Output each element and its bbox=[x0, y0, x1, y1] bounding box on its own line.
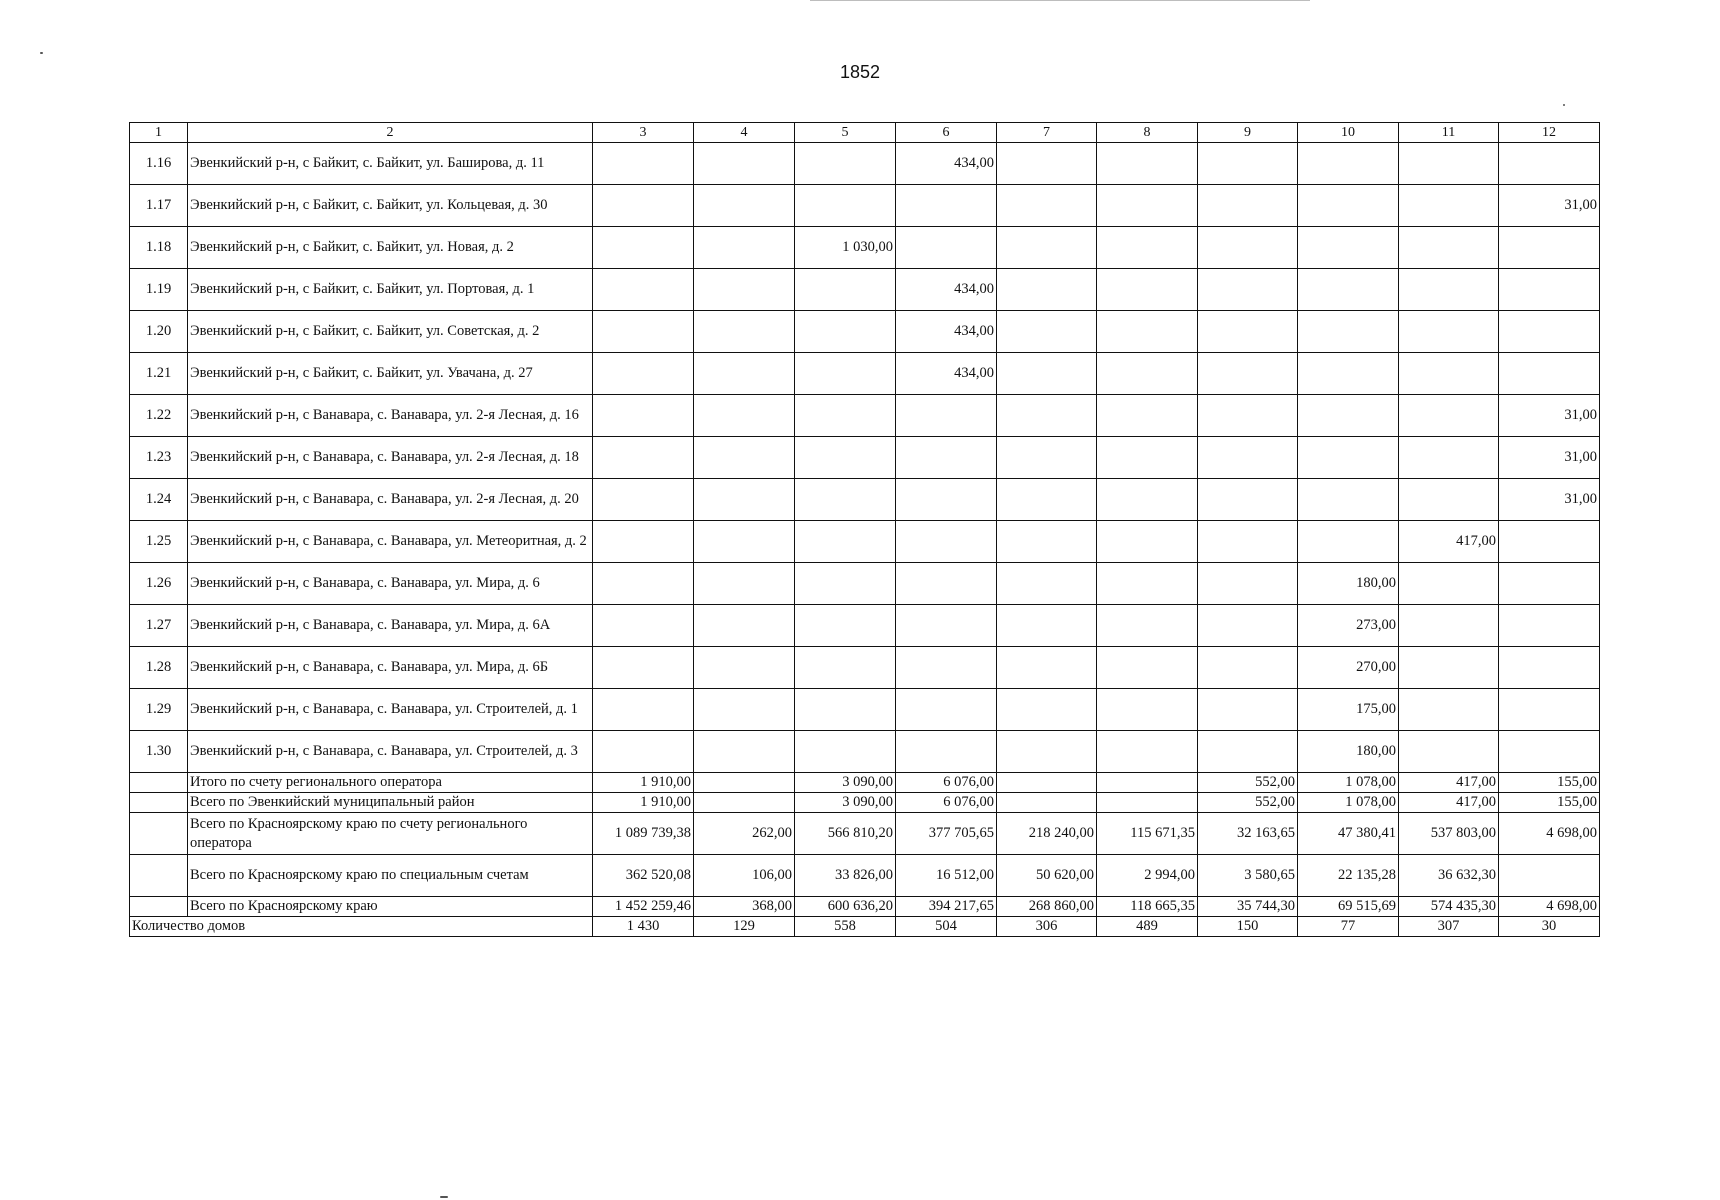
summary-value: 552,00 bbox=[1198, 793, 1298, 813]
table-row bbox=[130, 269, 1600, 311]
value-cell bbox=[1097, 353, 1198, 395]
value-cell bbox=[896, 563, 997, 605]
value-cell bbox=[997, 437, 1097, 479]
summary-value: 3 090,00 bbox=[795, 793, 896, 813]
value-cell: 175,00 bbox=[1298, 689, 1399, 731]
value-cell bbox=[896, 689, 997, 731]
value-cell bbox=[593, 521, 694, 563]
value-cell bbox=[1399, 227, 1499, 269]
summary-value: 16 512,00 bbox=[896, 855, 997, 897]
value-cell bbox=[694, 731, 795, 773]
value-cell: 273,00 bbox=[1298, 605, 1399, 647]
address-cell: Эвенкийский р-н, с Ванавара, с. Ванавара, ул. Строителей, д. 1 bbox=[188, 689, 593, 731]
value-cell bbox=[593, 353, 694, 395]
value-cell bbox=[795, 647, 896, 689]
value-cell bbox=[593, 185, 694, 227]
value-cell bbox=[694, 353, 795, 395]
column-header: 11 bbox=[1399, 123, 1499, 143]
value-cell bbox=[997, 647, 1097, 689]
value-cell: 31,00 bbox=[1499, 437, 1600, 479]
value-cell bbox=[1198, 647, 1298, 689]
value-cell bbox=[1198, 563, 1298, 605]
empty-cell bbox=[130, 855, 188, 897]
summary-label: Всего по Красноярскому краю bbox=[188, 897, 593, 917]
value-cell bbox=[896, 605, 997, 647]
address-cell: Эвенкийский р-н, с Ванавара, с. Ванавара, ул. 2-я Лесная, д. 16 bbox=[188, 395, 593, 437]
value-cell bbox=[896, 731, 997, 773]
value-cell bbox=[1499, 731, 1600, 773]
value-cell bbox=[593, 731, 694, 773]
value-cell bbox=[1499, 521, 1600, 563]
column-header: 12 bbox=[1499, 123, 1600, 143]
value-cell bbox=[593, 143, 694, 185]
column-header: 5 bbox=[795, 123, 896, 143]
column-header: 2 bbox=[188, 123, 593, 143]
house-count-value: 77 bbox=[1298, 917, 1399, 937]
row-number: 1.20 bbox=[130, 311, 188, 353]
summary-value: 2 994,00 bbox=[1097, 855, 1198, 897]
table-row bbox=[130, 605, 1600, 647]
summary-value: 417,00 bbox=[1399, 793, 1499, 813]
value-cell bbox=[1399, 479, 1499, 521]
value-cell bbox=[1198, 479, 1298, 521]
value-cell bbox=[1298, 395, 1399, 437]
address-cell: Эвенкийский р-н, с Ванавара, с. Ванавара, ул. Мира, д. 6 bbox=[188, 563, 593, 605]
value-cell bbox=[795, 689, 896, 731]
table-row bbox=[130, 689, 1600, 731]
summary-value: 218 240,00 bbox=[997, 813, 1097, 855]
summary-value: 115 671,35 bbox=[1097, 813, 1198, 855]
summary-value: 574 435,30 bbox=[1399, 897, 1499, 917]
value-cell bbox=[997, 269, 1097, 311]
value-cell bbox=[1198, 185, 1298, 227]
value-cell bbox=[1198, 227, 1298, 269]
value-cell bbox=[1198, 143, 1298, 185]
summary-value: 106,00 bbox=[694, 855, 795, 897]
value-cell bbox=[997, 605, 1097, 647]
value-cell bbox=[795, 353, 896, 395]
scan-speck bbox=[1563, 104, 1565, 106]
value-cell bbox=[1298, 269, 1399, 311]
value-cell bbox=[1097, 563, 1198, 605]
value-cell bbox=[1198, 521, 1298, 563]
row-number: 1.28 bbox=[130, 647, 188, 689]
table-body bbox=[130, 123, 1600, 937]
value-cell bbox=[593, 563, 694, 605]
house-count-value: 1 430 bbox=[593, 917, 694, 937]
row-number: 1.16 bbox=[130, 143, 188, 185]
value-cell bbox=[1399, 647, 1499, 689]
house-count-value: 30 bbox=[1499, 917, 1600, 937]
value-cell bbox=[1198, 689, 1298, 731]
summary-value: 362 520,08 bbox=[593, 855, 694, 897]
value-cell bbox=[1399, 269, 1499, 311]
row-number: 1.24 bbox=[130, 479, 188, 521]
value-cell bbox=[896, 185, 997, 227]
summary-value: 268 860,00 bbox=[997, 897, 1097, 917]
address-cell: Эвенкийский р-н, с Ванавара, с. Ванавара, ул. Метеоритная, д. 2 bbox=[188, 521, 593, 563]
value-cell bbox=[694, 143, 795, 185]
value-cell: 434,00 bbox=[896, 353, 997, 395]
summary-value: 33 826,00 bbox=[795, 855, 896, 897]
house-count-value: 307 bbox=[1399, 917, 1499, 937]
value-cell bbox=[795, 185, 896, 227]
value-cell bbox=[1097, 227, 1198, 269]
house-count-row bbox=[130, 917, 1600, 937]
value-cell bbox=[1298, 227, 1399, 269]
value-cell: 180,00 bbox=[1298, 731, 1399, 773]
summary-value: 6 076,00 bbox=[896, 793, 997, 813]
value-cell bbox=[795, 143, 896, 185]
value-cell bbox=[593, 227, 694, 269]
value-cell bbox=[1097, 143, 1198, 185]
value-cell bbox=[1399, 143, 1499, 185]
scan-artifact-line bbox=[810, 0, 1310, 1]
value-cell bbox=[1499, 563, 1600, 605]
row-number: 1.29 bbox=[130, 689, 188, 731]
summary-row bbox=[130, 855, 1600, 897]
summary-label: Всего по Эвенкийский муниципальный район bbox=[188, 793, 593, 813]
value-cell bbox=[795, 395, 896, 437]
value-cell bbox=[795, 605, 896, 647]
value-cell bbox=[1097, 269, 1198, 311]
table-row bbox=[130, 479, 1600, 521]
table-row bbox=[130, 563, 1600, 605]
summary-value: 155,00 bbox=[1499, 773, 1600, 793]
value-cell bbox=[694, 269, 795, 311]
value-cell bbox=[1399, 605, 1499, 647]
value-cell bbox=[593, 605, 694, 647]
row-number: 1.30 bbox=[130, 731, 188, 773]
empty-cell bbox=[130, 897, 188, 917]
value-cell: 1 030,00 bbox=[795, 227, 896, 269]
value-cell bbox=[593, 479, 694, 521]
value-cell bbox=[896, 437, 997, 479]
table-row bbox=[130, 143, 1600, 185]
value-cell bbox=[997, 521, 1097, 563]
value-cell bbox=[896, 479, 997, 521]
summary-value: 6 076,00 bbox=[896, 773, 997, 793]
summary-value: 537 803,00 bbox=[1399, 813, 1499, 855]
summary-value: 552,00 bbox=[1198, 773, 1298, 793]
summary-value: 1 910,00 bbox=[593, 773, 694, 793]
value-cell bbox=[1399, 731, 1499, 773]
row-number: 1.18 bbox=[130, 227, 188, 269]
value-cell bbox=[896, 227, 997, 269]
empty-cell bbox=[130, 813, 188, 855]
summary-value bbox=[694, 793, 795, 813]
value-cell bbox=[1399, 437, 1499, 479]
address-cell: Эвенкийский р-н, с Байкит, с. Байкит, ул. Новая, д. 2 bbox=[188, 227, 593, 269]
column-header: 10 bbox=[1298, 123, 1399, 143]
summary-value: 262,00 bbox=[694, 813, 795, 855]
value-cell bbox=[795, 269, 896, 311]
summary-value bbox=[1097, 773, 1198, 793]
address-cell: Эвенкийский р-н, с Ванавара, с. Ванавара, ул. Мира, д. 6А bbox=[188, 605, 593, 647]
column-header: 4 bbox=[694, 123, 795, 143]
column-header: 9 bbox=[1198, 123, 1298, 143]
house-count-value: 558 bbox=[795, 917, 896, 937]
value-cell bbox=[1097, 647, 1198, 689]
value-cell bbox=[795, 731, 896, 773]
address-cell: Эвенкийский р-н, с Байкит, с. Байкит, ул. Баширова, д. 11 bbox=[188, 143, 593, 185]
row-number: 1.22 bbox=[130, 395, 188, 437]
summary-value bbox=[1499, 855, 1600, 897]
address-cell: Эвенкийский р-н, с Байкит, с. Байкит, ул. Портовая, д. 1 bbox=[188, 269, 593, 311]
scan-speck bbox=[40, 52, 43, 54]
value-cell bbox=[593, 395, 694, 437]
value-cell bbox=[1399, 353, 1499, 395]
value-cell bbox=[1198, 395, 1298, 437]
value-cell bbox=[1499, 647, 1600, 689]
value-cell bbox=[795, 311, 896, 353]
value-cell bbox=[997, 143, 1097, 185]
value-cell bbox=[593, 437, 694, 479]
summary-value bbox=[694, 773, 795, 793]
value-cell: 31,00 bbox=[1499, 479, 1600, 521]
value-cell bbox=[1298, 143, 1399, 185]
column-header: 6 bbox=[896, 123, 997, 143]
value-cell bbox=[1097, 521, 1198, 563]
table-row bbox=[130, 647, 1600, 689]
address-cell: Эвенкийский р-н, с Байкит, с. Байкит, ул. Советская, д. 2 bbox=[188, 311, 593, 353]
value-cell bbox=[1097, 731, 1198, 773]
summary-row bbox=[130, 813, 1600, 855]
value-cell bbox=[795, 521, 896, 563]
value-cell: 434,00 bbox=[896, 143, 997, 185]
table-row bbox=[130, 185, 1600, 227]
summary-value: 3 580,65 bbox=[1198, 855, 1298, 897]
summary-value: 368,00 bbox=[694, 897, 795, 917]
value-cell bbox=[593, 311, 694, 353]
summary-value: 417,00 bbox=[1399, 773, 1499, 793]
value-cell bbox=[997, 563, 1097, 605]
value-cell bbox=[1499, 689, 1600, 731]
value-cell bbox=[997, 395, 1097, 437]
value-cell bbox=[694, 437, 795, 479]
value-cell bbox=[1198, 353, 1298, 395]
summary-value: 47 380,41 bbox=[1298, 813, 1399, 855]
value-cell bbox=[896, 521, 997, 563]
column-header: 3 bbox=[593, 123, 694, 143]
value-cell bbox=[1097, 689, 1198, 731]
summary-value: 4 698,00 bbox=[1499, 897, 1600, 917]
value-cell bbox=[1399, 311, 1499, 353]
value-cell bbox=[1399, 689, 1499, 731]
summary-row bbox=[130, 773, 1600, 793]
summary-value: 155,00 bbox=[1499, 793, 1600, 813]
value-cell bbox=[997, 311, 1097, 353]
summary-label: Всего по Красноярскому краю по счету регионального оператора bbox=[188, 813, 593, 855]
row-number: 1.21 bbox=[130, 353, 188, 395]
table-row bbox=[130, 227, 1600, 269]
value-cell bbox=[1097, 479, 1198, 521]
value-cell bbox=[1198, 269, 1298, 311]
value-cell bbox=[1298, 353, 1399, 395]
summary-value: 1 089 739,38 bbox=[593, 813, 694, 855]
address-cell: Эвенкийский р-н, с Ванавара, с. Ванавара, ул. Строителей, д. 3 bbox=[188, 731, 593, 773]
value-cell bbox=[997, 185, 1097, 227]
value-cell bbox=[795, 563, 896, 605]
summary-value: 4 698,00 bbox=[1499, 813, 1600, 855]
value-cell bbox=[1399, 395, 1499, 437]
value-cell: 31,00 bbox=[1499, 395, 1600, 437]
value-cell bbox=[1298, 185, 1399, 227]
column-header: 8 bbox=[1097, 123, 1198, 143]
address-cell: Эвенкийский р-н, с Ванавара, с. Ванавара, ул. 2-я Лесная, д. 18 bbox=[188, 437, 593, 479]
value-cell bbox=[1097, 605, 1198, 647]
address-cell: Эвенкийский р-н, с Байкит, с. Байкит, ул. Кольцевая, д. 30 bbox=[188, 185, 593, 227]
value-cell bbox=[593, 269, 694, 311]
summary-value: 600 636,20 bbox=[795, 897, 896, 917]
value-cell bbox=[1097, 395, 1198, 437]
summary-value: 36 632,30 bbox=[1399, 855, 1499, 897]
table-row bbox=[130, 521, 1600, 563]
value-cell bbox=[1399, 563, 1499, 605]
value-cell bbox=[997, 227, 1097, 269]
value-cell: 434,00 bbox=[896, 269, 997, 311]
value-cell bbox=[1097, 185, 1198, 227]
address-cell: Эвенкийский р-н, с Байкит, с. Байкит, ул. Увачана, д. 27 bbox=[188, 353, 593, 395]
value-cell bbox=[1097, 311, 1198, 353]
value-cell: 31,00 bbox=[1499, 185, 1600, 227]
summary-label: Всего по Красноярскому краю по специальным счетам bbox=[188, 855, 593, 897]
summary-value: 22 135,28 bbox=[1298, 855, 1399, 897]
summary-value: 1 452 259,46 bbox=[593, 897, 694, 917]
value-cell bbox=[997, 353, 1097, 395]
house-count-value: 150 bbox=[1198, 917, 1298, 937]
value-cell bbox=[1298, 479, 1399, 521]
summary-value: 35 744,30 bbox=[1198, 897, 1298, 917]
value-cell bbox=[1298, 311, 1399, 353]
page-number: 1852 bbox=[839, 62, 881, 82]
table-row bbox=[130, 395, 1600, 437]
value-cell bbox=[694, 521, 795, 563]
column-header-row bbox=[130, 123, 1600, 143]
table-row bbox=[130, 437, 1600, 479]
value-cell bbox=[1499, 227, 1600, 269]
row-number: 1.26 bbox=[130, 563, 188, 605]
house-count-label: Количество домов bbox=[130, 917, 593, 937]
house-count-value: 306 bbox=[997, 917, 1097, 937]
summary-value: 69 515,69 bbox=[1298, 897, 1399, 917]
value-cell bbox=[593, 689, 694, 731]
value-cell bbox=[1298, 521, 1399, 563]
value-cell bbox=[593, 647, 694, 689]
value-cell bbox=[1499, 269, 1600, 311]
column-header: 1 bbox=[130, 123, 188, 143]
value-cell bbox=[997, 689, 1097, 731]
value-cell: 434,00 bbox=[896, 311, 997, 353]
summary-label: Итого по счету регионального оператора bbox=[188, 773, 593, 793]
value-cell bbox=[1499, 605, 1600, 647]
row-number: 1.19 bbox=[130, 269, 188, 311]
value-cell bbox=[694, 689, 795, 731]
value-cell bbox=[1198, 311, 1298, 353]
summary-value: 566 810,20 bbox=[795, 813, 896, 855]
value-cell bbox=[997, 479, 1097, 521]
summary-value: 32 163,65 bbox=[1198, 813, 1298, 855]
value-cell bbox=[694, 395, 795, 437]
value-cell bbox=[795, 437, 896, 479]
value-cell bbox=[694, 185, 795, 227]
value-cell: 180,00 bbox=[1298, 563, 1399, 605]
empty-cell bbox=[130, 773, 188, 793]
value-cell bbox=[1097, 437, 1198, 479]
value-cell bbox=[1298, 437, 1399, 479]
value-cell bbox=[1399, 185, 1499, 227]
row-number: 1.27 bbox=[130, 605, 188, 647]
value-cell bbox=[1499, 353, 1600, 395]
row-number: 1.25 bbox=[130, 521, 188, 563]
summary-value: 50 620,00 bbox=[997, 855, 1097, 897]
summary-value: 377 705,65 bbox=[896, 813, 997, 855]
row-number: 1.17 bbox=[130, 185, 188, 227]
value-cell: 417,00 bbox=[1399, 521, 1499, 563]
address-cell: Эвенкийский р-н, с Ванавара, с. Ванавара, ул. Мира, д. 6Б bbox=[188, 647, 593, 689]
summary-value: 1 078,00 bbox=[1298, 793, 1399, 813]
value-cell bbox=[896, 395, 997, 437]
summary-value: 394 217,65 bbox=[896, 897, 997, 917]
address-cell: Эвенкийский р-н, с Ванавара, с. Ванавара, ул. 2-я Лесная, д. 20 bbox=[188, 479, 593, 521]
summary-value: 3 090,00 bbox=[795, 773, 896, 793]
column-header: 7 bbox=[997, 123, 1097, 143]
house-count-value: 504 bbox=[896, 917, 997, 937]
value-cell bbox=[1499, 143, 1600, 185]
summary-value: 118 665,35 bbox=[1097, 897, 1198, 917]
summary-value: 1 078,00 bbox=[1298, 773, 1399, 793]
value-cell bbox=[694, 563, 795, 605]
value-cell bbox=[694, 647, 795, 689]
house-count-value: 129 bbox=[694, 917, 795, 937]
summary-row bbox=[130, 793, 1600, 813]
summary-value bbox=[1097, 793, 1198, 813]
summary-value: 1 910,00 bbox=[593, 793, 694, 813]
empty-cell bbox=[130, 793, 188, 813]
value-cell bbox=[1198, 605, 1298, 647]
table-row bbox=[130, 731, 1600, 773]
summary-value bbox=[997, 793, 1097, 813]
house-count-value: 489 bbox=[1097, 917, 1198, 937]
value-cell bbox=[795, 479, 896, 521]
value-cell bbox=[997, 731, 1097, 773]
table-row bbox=[130, 311, 1600, 353]
value-cell bbox=[694, 605, 795, 647]
value-cell: 270,00 bbox=[1298, 647, 1399, 689]
row-number: 1.23 bbox=[130, 437, 188, 479]
summary-value bbox=[997, 773, 1097, 793]
scan-speck bbox=[440, 1196, 448, 1198]
value-cell bbox=[896, 647, 997, 689]
data-table bbox=[129, 122, 1600, 937]
summary-row bbox=[130, 897, 1600, 917]
value-cell bbox=[1198, 437, 1298, 479]
table-row bbox=[130, 353, 1600, 395]
value-cell bbox=[694, 479, 795, 521]
value-cell bbox=[694, 227, 795, 269]
value-cell bbox=[694, 311, 795, 353]
value-cell bbox=[1499, 311, 1600, 353]
value-cell bbox=[1198, 731, 1298, 773]
